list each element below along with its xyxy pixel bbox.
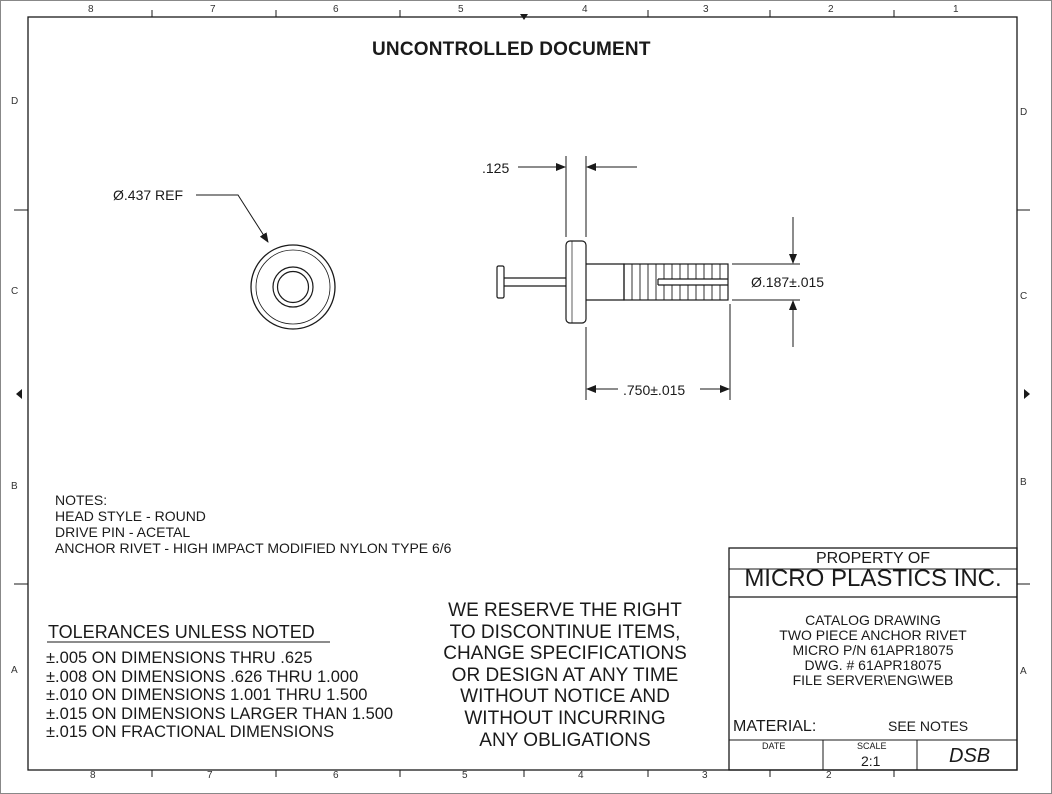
zone-right-d: D — [1020, 107, 1028, 118]
document-title: UNCONTROLLED DOCUMENT — [372, 39, 651, 60]
head-thickness-dimension — [518, 156, 637, 237]
material-value: SEE NOTES — [888, 718, 969, 734]
company-name: MICRO PLASTICS INC. — [744, 565, 1002, 592]
length-label: .750±.015 — [623, 382, 686, 398]
tolerances-list — [46, 649, 393, 742]
zone-bottom-2: 2 — [826, 770, 832, 781]
zone-left-c: C — [11, 286, 19, 297]
zone-left-a: A — [11, 665, 18, 676]
shank-diameter-label: Ø.187±.015 — [751, 274, 825, 290]
tolerance-line: ±.015 ON FRACTIONAL DIMENSIONS — [46, 723, 335, 742]
drawing-description — [729, 613, 1017, 688]
note-line: ANCHOR RIVET - HIGH IMPACT MODIFIED NYLON TYPE 6/6 — [55, 540, 452, 556]
notes-block — [55, 492, 451, 556]
description-line: CATALOG DRAWING — [805, 612, 941, 628]
tolerance-line: ±.010 ON DIMENSIONS 1.001 THRU 1.500 — [46, 686, 368, 705]
zone-top-8: 8 — [88, 4, 94, 15]
top-view — [251, 245, 335, 329]
disclaimer-line: TO DISCONTINUE ITEMS, — [449, 621, 681, 643]
center-mark-left — [16, 389, 22, 399]
disclaimer-line: WE RESERVE THE RIGHT — [448, 600, 682, 621]
head-diameter-leader — [196, 195, 268, 242]
disclaimer-block — [425, 600, 705, 751]
zone-bottom-8: 8 — [90, 770, 96, 781]
tolerance-line: ±.005 ON DIMENSIONS THRU .625 — [46, 649, 313, 667]
description-line: TWO PIECE ANCHOR RIVET — [779, 627, 967, 643]
drawn-by: DSB — [949, 745, 991, 767]
disclaimer-line: CHANGE SPECIFICATIONS — [443, 643, 687, 665]
material-label: MATERIAL: — [733, 718, 817, 735]
tolerances-heading: TOLERANCES UNLESS NOTED — [48, 622, 315, 642]
description-line: DWG. # 61APR18075 — [804, 657, 942, 673]
notes-heading: NOTES: — [55, 492, 108, 508]
head-thickness-label: .125 — [482, 160, 510, 176]
disclaimer-line: OR DESIGN AT ANY TIME — [451, 664, 679, 686]
zone-top-3: 3 — [703, 4, 709, 15]
zone-left-b: B — [11, 481, 18, 492]
zone-right-b: B — [1020, 477, 1027, 488]
note-line: HEAD STYLE - ROUND — [55, 508, 206, 524]
description-line: FILE SERVER\ENG\WEB — [792, 672, 954, 688]
scale-value: 2:1 — [861, 753, 881, 769]
head-diameter-label: Ø.437 REF — [113, 187, 184, 203]
zone-bottom-5: 5 — [462, 770, 468, 781]
zone-top-1: 1 — [953, 4, 959, 15]
zone-bottom-7: 7 — [207, 770, 213, 781]
zone-top-6: 6 — [333, 4, 339, 15]
zone-top-5: 5 — [458, 4, 464, 15]
zone-top-7: 7 — [210, 4, 216, 15]
center-mark-right — [1024, 389, 1030, 399]
disclaimer-line: WITHOUT INCURRING — [464, 707, 666, 729]
side-view — [497, 241, 728, 323]
tolerance-line: ±.015 ON DIMENSIONS LARGER THAN 1.500 — [46, 704, 394, 723]
zone-right-a: A — [1020, 666, 1027, 677]
zone-bottom-6: 6 — [333, 770, 339, 781]
description-line: MICRO P/N 61APR18075 — [792, 642, 954, 658]
note-line: DRIVE PIN - ACETAL — [55, 524, 191, 540]
zone-bottom-3: 3 — [702, 770, 708, 781]
date-label: DATE — [762, 741, 786, 751]
tolerance-line: ±.008 ON DIMENSIONS .626 THRU 1.000 — [46, 667, 359, 686]
zone-top-4: 4 — [582, 4, 588, 15]
disclaimer-line: WITHOUT NOTICE AND — [460, 686, 670, 708]
property-of-label: PROPERTY OF — [815, 550, 931, 567]
zone-top-2: 2 — [828, 4, 834, 15]
zone-right-c: C — [1020, 291, 1028, 302]
scale-label: SCALE — [857, 741, 887, 751]
disclaimer-line: ANY OBLIGATIONS — [479, 729, 651, 751]
zone-left-d: D — [11, 96, 19, 107]
zone-bottom-4: 4 — [578, 770, 584, 781]
